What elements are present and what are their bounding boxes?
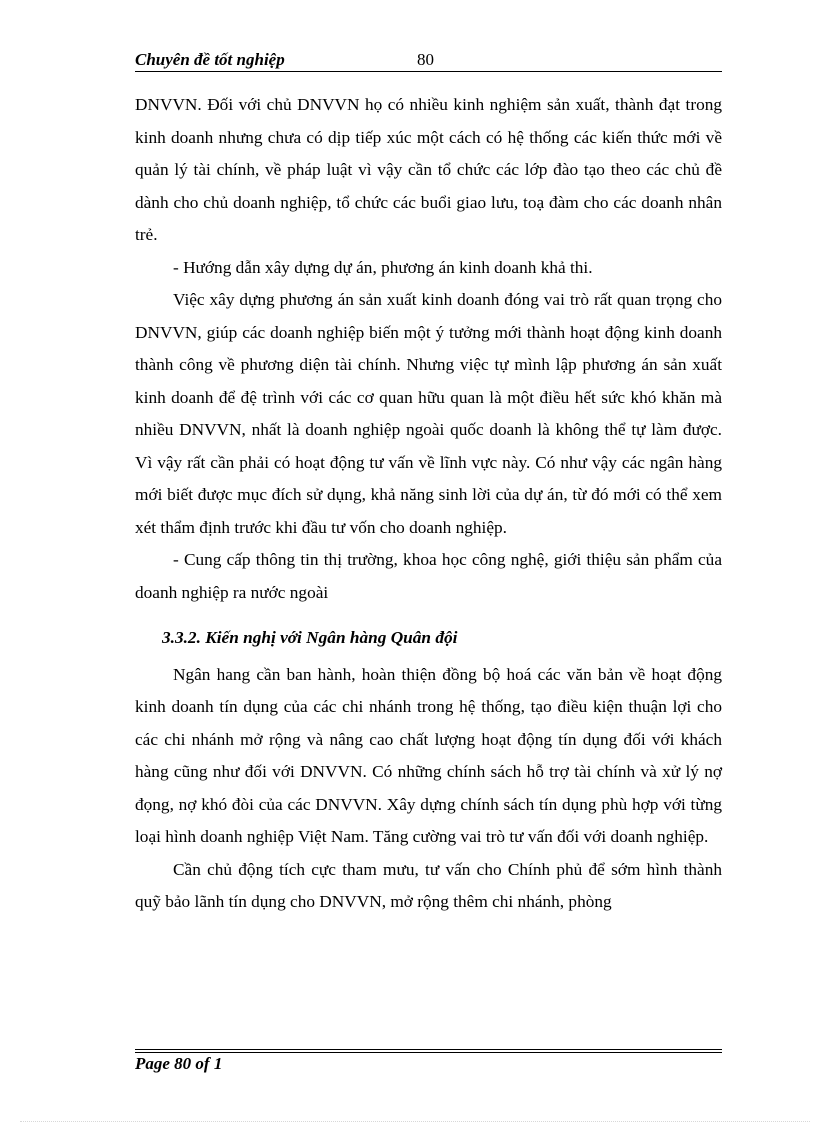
header-title: Chuyên đề tốt nghiệp bbox=[135, 50, 285, 69]
header-page-number: 80 bbox=[417, 50, 434, 69]
page-edge-divider bbox=[20, 1121, 810, 1122]
page-footer: Page 80 of 1 bbox=[135, 1054, 223, 1073]
document-body bbox=[135, 89, 722, 919]
section-heading: 3.3.2. Kiến nghị với Ngân hàng Quân đội bbox=[162, 628, 458, 647]
page-header bbox=[135, 48, 722, 70]
header-rule bbox=[135, 71, 722, 72]
body-paragraph: DNVVN. Đối với chủ DNVVN họ có nhiều kinh nghiệm sản xuất, thành đạt trong kinh doanh nhưng chưa có dịp tiếp xúc một cách có hệ thống các kiến thức mới về quản lý tài chính, về pháp luật vì vậy cần tổ chức các lớp đào tạo theo các chủ đề dành cho chủ doanh nghiệp, tổ chức các buổi giao lưu, toạ đàm cho các doanh nhân trẻ. bbox=[135, 95, 722, 244]
body-paragraph: Cần chủ động tích cực tham mưu, tư vấn cho Chính phủ để sớm hình thành quỹ bảo lãnh tín dụng cho DNVVN, mở rộng thêm chi nhánh, phòng bbox=[135, 859, 722, 911]
body-paragraph: - Hướng dẫn xây dựng dự án, phương án kinh doanh khả thi. bbox=[173, 257, 593, 277]
footer-rule bbox=[135, 1049, 722, 1050]
body-paragraph: Ngân hang cần ban hành, hoàn thiện đồng bộ hoá các văn bản về hoạt động kinh doanh tín dụng của các chi nhánh trong hệ thống, tạo điều kiện thuận lợi cho các chi nhánh mở rộng và nâng cao chất lượng hoạt động tín dụng đối với khách hàng cũng như đối với DNVVN. Có những chính sách hỗ trợ tài chính và xử lý nợ đọng, nợ khó đòi của các DNVVN. Xây dựng chính sách tín dụng phù hợp với từng loại hình doanh nghiệp Việt Nam. Tăng cường vai trò tư vấn đối với doanh nghiệp. bbox=[135, 664, 722, 846]
body-paragraph: - Cung cấp thông tin thị trường, khoa học công nghệ, giới thiệu sản phẩm của doanh nghiệp ra nước ngoài bbox=[135, 550, 722, 602]
body-paragraph: Việc xây dựng phương án sản xuất kinh doanh đóng vai trò rất quan trọng cho DNVVN, giúp các doanh nghiệp biến một ý tưởng mới thành hoạt động kinh doanh thành công về phương diện tài chính. Nhưng việc tự mình lập phương án sản xuất kinh doanh để đệ trình với các cơ quan hữu quan là một điều hết sức khó khăn mà nhiều DNVVN, nhất là doanh nghiệp ngoài quốc doanh là không thể tự làm được. Vì vậy rất cần phải có hoạt động tư vấn về lĩnh vực này. Có như vậy các ngân hàng mới biết được mục đích sử dụng, khả năng sinh lời của dự án, từ đó mới có thể xem xét thẩm định trước khi đầu tư vốn cho doanh nghiệp. bbox=[135, 290, 722, 537]
footer-rule bbox=[135, 1052, 722, 1053]
